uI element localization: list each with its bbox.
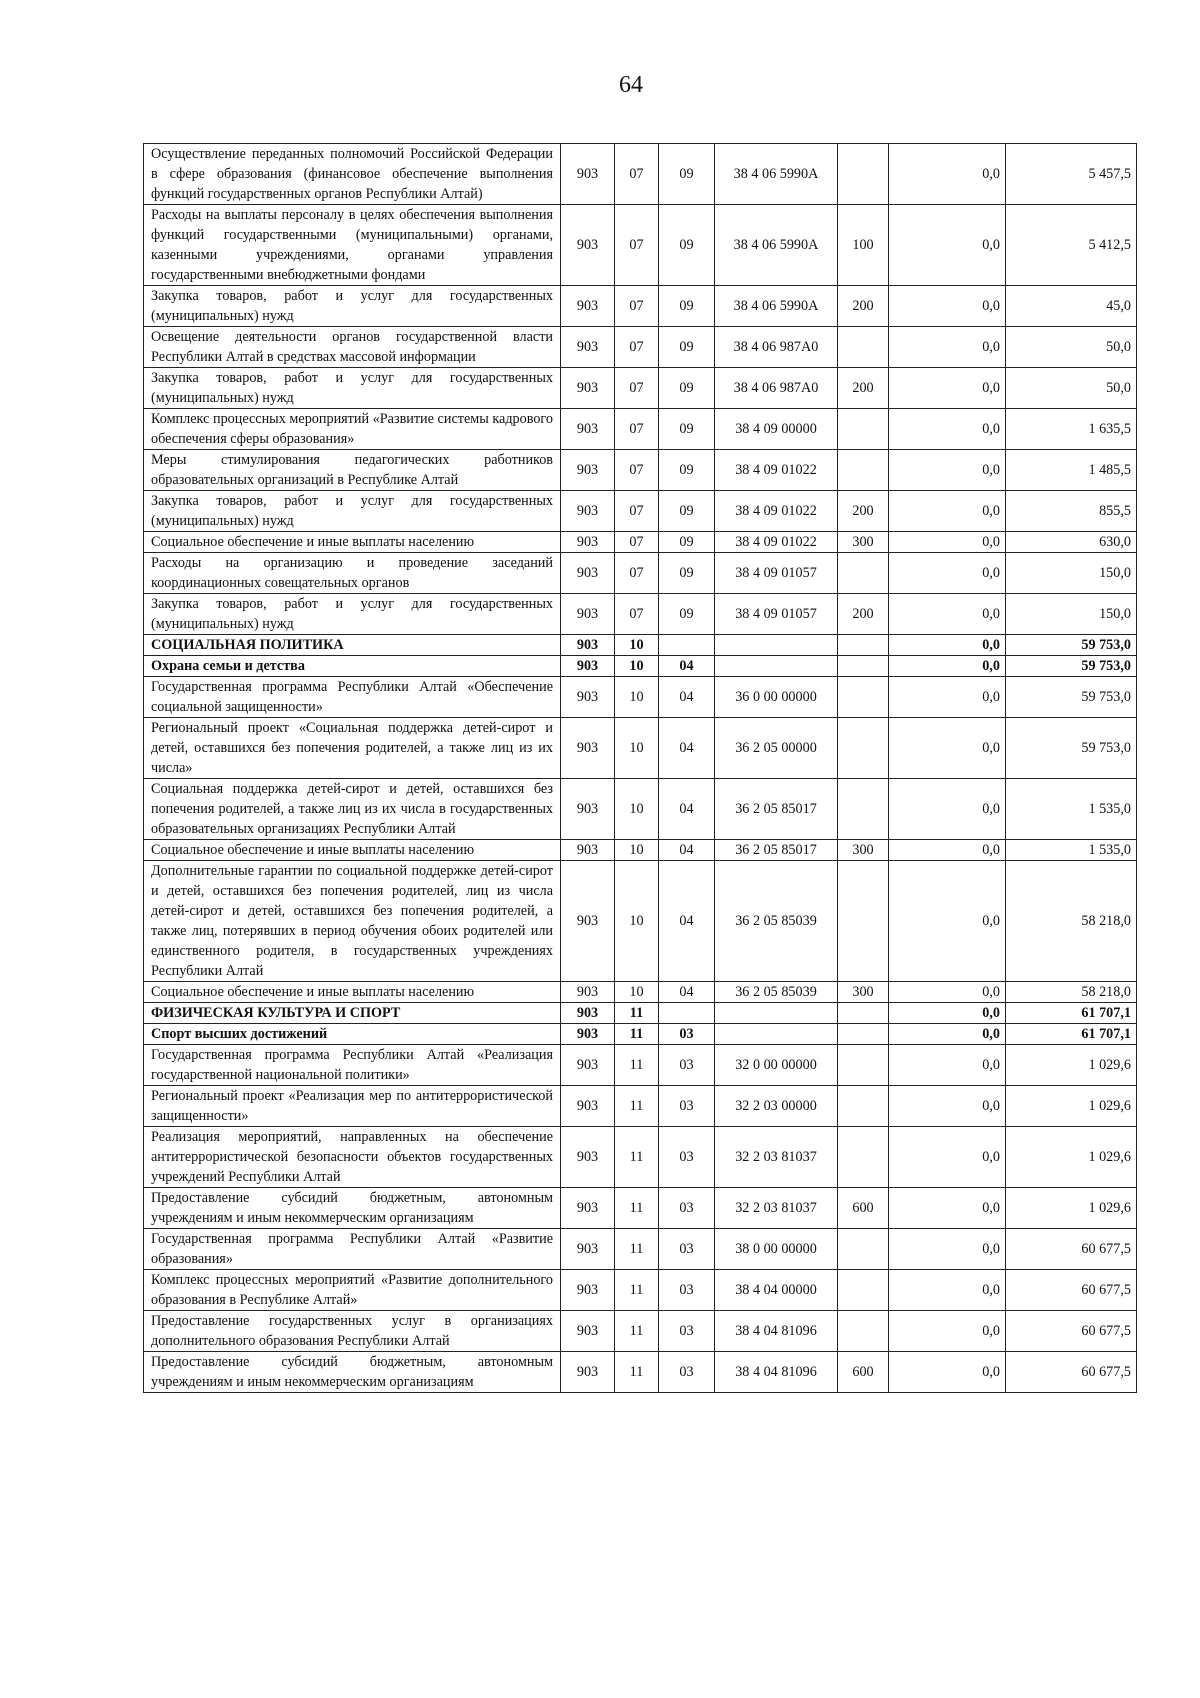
row-name-cell: ФИЗИЧЕСКАЯ КУЛЬТУРА И СПОРТ	[144, 1003, 561, 1024]
expense-type-cell	[838, 1045, 889, 1086]
amount-change-cell: 0,0	[889, 327, 1006, 368]
amount-total-cell: 150,0	[1006, 553, 1137, 594]
target-article-cell	[715, 635, 838, 656]
amount-total-cell: 50,0	[1006, 327, 1137, 368]
expense-type-cell: 200	[838, 491, 889, 532]
table-row	[144, 1045, 1137, 1086]
section-code-cell: 07	[615, 491, 659, 532]
target-article-cell: 32 0 00 00000	[715, 1045, 838, 1086]
section-code-cell: 10	[615, 656, 659, 677]
section-code-cell: 07	[615, 286, 659, 327]
section-code-cell: 10	[615, 861, 659, 982]
ministry-code-cell: 903	[561, 1229, 615, 1270]
row-name-cell: Предоставление государственных услуг в организациях дополнительного образования Республики Алтай	[144, 1311, 561, 1352]
section-code-cell: 07	[615, 368, 659, 409]
expense-type-cell	[838, 635, 889, 656]
section-code-cell: 11	[615, 1024, 659, 1045]
ministry-code-cell: 903	[561, 718, 615, 779]
amount-total-cell: 1 029,6	[1006, 1188, 1137, 1229]
amount-change-cell: 0,0	[889, 553, 1006, 594]
table-row	[144, 286, 1137, 327]
amount-change-cell: 0,0	[889, 368, 1006, 409]
target-article-cell: 38 4 06 987А0	[715, 368, 838, 409]
expense-type-cell: 200	[838, 594, 889, 635]
amount-total-cell: 5 412,5	[1006, 205, 1137, 286]
amount-total-cell: 1 635,5	[1006, 409, 1137, 450]
row-name-cell: Государственная программа Республики Алтай «Обеспечение социальной защищенности»	[144, 677, 561, 718]
ministry-code-cell: 903	[561, 1003, 615, 1024]
amount-change-cell: 0,0	[889, 1188, 1006, 1229]
ministry-code-cell: 903	[561, 491, 615, 532]
amount-change-cell: 0,0	[889, 1270, 1006, 1311]
ministry-code-cell: 903	[561, 840, 615, 861]
subsection-code-cell: 04	[659, 718, 715, 779]
ministry-code-cell: 903	[561, 1086, 615, 1127]
subsection-code-cell: 03	[659, 1024, 715, 1045]
row-name-cell: Реализация мероприятий, направленных на обеспечение антитеррористической безопасности объектов государственных учреждений Республики Алтай	[144, 1127, 561, 1188]
subsection-code-cell: 03	[659, 1311, 715, 1352]
budget-table-body	[144, 144, 1137, 1393]
table-row	[144, 656, 1137, 677]
table-row	[144, 1311, 1137, 1352]
subsection-code-cell: 03	[659, 1229, 715, 1270]
expense-type-cell	[838, 677, 889, 718]
row-name-cell: Комплекс процессных мероприятий «Развитие дополнительного образования в Республике Алтай»	[144, 1270, 561, 1311]
expense-type-cell	[838, 409, 889, 450]
amount-total-cell: 58 218,0	[1006, 861, 1137, 982]
ministry-code-cell: 903	[561, 144, 615, 205]
amount-total-cell: 1 029,6	[1006, 1086, 1137, 1127]
subsection-code-cell: 04	[659, 779, 715, 840]
subsection-code-cell: 03	[659, 1045, 715, 1086]
row-name-cell: Предоставление субсидий бюджетным, автономным учреждениям и иным некоммерческим организациям	[144, 1352, 561, 1393]
expense-type-cell: 100	[838, 205, 889, 286]
amount-change-cell: 0,0	[889, 656, 1006, 677]
section-code-cell: 07	[615, 594, 659, 635]
target-article-cell: 36 2 05 85017	[715, 779, 838, 840]
subsection-code-cell: 03	[659, 1188, 715, 1229]
row-name-cell: Освещение деятельности органов государственной власти Республики Алтай в средствах массовой информации	[144, 327, 561, 368]
section-code-cell: 07	[615, 327, 659, 368]
section-code-cell: 11	[615, 1229, 659, 1270]
subsection-code-cell: 03	[659, 1127, 715, 1188]
row-name-cell: Закупка товаров, работ и услуг для государственных (муниципальных) нужд	[144, 491, 561, 532]
subsection-code-cell: 03	[659, 1352, 715, 1393]
table-row	[144, 1086, 1137, 1127]
subsection-code-cell: 09	[659, 286, 715, 327]
amount-total-cell: 855,5	[1006, 491, 1137, 532]
expense-type-cell: 200	[838, 286, 889, 327]
subsection-code-cell: 04	[659, 677, 715, 718]
table-row	[144, 635, 1137, 656]
expense-type-cell	[838, 1311, 889, 1352]
budget-table	[143, 143, 1137, 1393]
expense-type-cell	[838, 718, 889, 779]
row-name-cell: Закупка товаров, работ и услуг для государственных (муниципальных) нужд	[144, 594, 561, 635]
ministry-code-cell: 903	[561, 286, 615, 327]
target-article-cell	[715, 1003, 838, 1024]
amount-change-cell: 0,0	[889, 144, 1006, 205]
amount-change-cell: 0,0	[889, 1127, 1006, 1188]
target-article-cell: 38 4 04 81096	[715, 1352, 838, 1393]
table-row	[144, 1229, 1137, 1270]
ministry-code-cell: 903	[561, 327, 615, 368]
target-article-cell: 36 2 05 85039	[715, 861, 838, 982]
expense-type-cell	[838, 779, 889, 840]
amount-change-cell: 0,0	[889, 861, 1006, 982]
table-row	[144, 327, 1137, 368]
table-row	[144, 553, 1137, 594]
table-row	[144, 1127, 1137, 1188]
row-name-cell: СОЦИАЛЬНАЯ ПОЛИТИКА	[144, 635, 561, 656]
amount-total-cell: 5 457,5	[1006, 144, 1137, 205]
row-name-cell: Социальная поддержка детей-сирот и детей, оставшихся без попечения родителей, а также лиц из их числа в государственных образовательных организациях Республики Алтай	[144, 779, 561, 840]
amount-total-cell: 60 677,5	[1006, 1352, 1137, 1393]
subsection-code-cell	[659, 1003, 715, 1024]
amount-total-cell: 58 218,0	[1006, 982, 1137, 1003]
target-article-cell: 38 4 06 987А0	[715, 327, 838, 368]
ministry-code-cell: 903	[561, 594, 615, 635]
amount-total-cell: 150,0	[1006, 594, 1137, 635]
amount-total-cell: 45,0	[1006, 286, 1137, 327]
ministry-code-cell: 903	[561, 656, 615, 677]
target-article-cell: 32 2 03 81037	[715, 1127, 838, 1188]
row-name-cell: Спорт высших достижений	[144, 1024, 561, 1045]
amount-total-cell: 60 677,5	[1006, 1311, 1137, 1352]
row-name-cell: Расходы на организацию и проведение заседаний координационных совещательных органов	[144, 553, 561, 594]
target-article-cell: 36 0 00 00000	[715, 677, 838, 718]
amount-total-cell: 1 485,5	[1006, 450, 1137, 491]
amount-change-cell: 0,0	[889, 1229, 1006, 1270]
amount-change-cell: 0,0	[889, 1352, 1006, 1393]
subsection-code-cell: 09	[659, 368, 715, 409]
table-row	[144, 205, 1137, 286]
subsection-code-cell: 09	[659, 409, 715, 450]
section-code-cell: 10	[615, 718, 659, 779]
ministry-code-cell: 903	[561, 409, 615, 450]
table-row	[144, 532, 1137, 553]
section-code-cell: 11	[615, 1127, 659, 1188]
expense-type-cell	[838, 1127, 889, 1188]
ministry-code-cell: 903	[561, 450, 615, 491]
row-name-cell: Осуществление переданных полномочий Российской Федерации в сфере образования (финансовое обеспечение выполнения функций государственных органов Республики Алтай)	[144, 144, 561, 205]
amount-change-cell: 0,0	[889, 840, 1006, 861]
table-row	[144, 1352, 1137, 1393]
section-code-cell: 10	[615, 677, 659, 718]
row-name-cell: Дополнительные гарантии по социальной поддержке детей-сирот и детей, оставшихся без попечения родителей, лиц из числа детей-сирот и детей, оставшихся без попечения родителей, а также лиц, потерявших в период обучения обоих родителей или единственного родителя, в государственных учреждениях Республики Алтай	[144, 861, 561, 982]
ministry-code-cell: 903	[561, 368, 615, 409]
target-article-cell: 38 0 00 00000	[715, 1229, 838, 1270]
section-code-cell: 11	[615, 1003, 659, 1024]
section-code-cell: 10	[615, 635, 659, 656]
target-article-cell: 38 4 09 01057	[715, 594, 838, 635]
amount-total-cell: 61 707,1	[1006, 1024, 1137, 1045]
ministry-code-cell: 903	[561, 1045, 615, 1086]
amount-total-cell: 630,0	[1006, 532, 1137, 553]
subsection-code-cell: 04	[659, 861, 715, 982]
expense-type-cell	[838, 450, 889, 491]
subsection-code-cell: 09	[659, 532, 715, 553]
subsection-code-cell	[659, 635, 715, 656]
table-row	[144, 144, 1137, 205]
target-article-cell: 36 2 05 00000	[715, 718, 838, 779]
expense-type-cell: 300	[838, 532, 889, 553]
expense-type-cell	[838, 327, 889, 368]
expense-type-cell: 300	[838, 982, 889, 1003]
amount-change-cell: 0,0	[889, 677, 1006, 718]
section-code-cell: 07	[615, 450, 659, 491]
ministry-code-cell: 903	[561, 861, 615, 982]
target-article-cell: 36 2 05 85039	[715, 982, 838, 1003]
amount-change-cell: 0,0	[889, 1311, 1006, 1352]
expense-type-cell	[838, 1003, 889, 1024]
target-article-cell	[715, 656, 838, 677]
subsection-code-cell: 04	[659, 982, 715, 1003]
table-row	[144, 1188, 1137, 1229]
row-name-cell: Закупка товаров, работ и услуг для государственных (муниципальных) нужд	[144, 286, 561, 327]
amount-total-cell: 1 029,6	[1006, 1127, 1137, 1188]
table-row	[144, 677, 1137, 718]
ministry-code-cell: 903	[561, 677, 615, 718]
target-article-cell	[715, 1024, 838, 1045]
ministry-code-cell: 903	[561, 1024, 615, 1045]
target-article-cell: 38 4 09 01022	[715, 491, 838, 532]
expense-type-cell	[838, 1024, 889, 1045]
target-article-cell: 32 2 03 81037	[715, 1188, 838, 1229]
row-name-cell: Предоставление субсидий бюджетным, автономным учреждениям и иным некоммерческим организациям	[144, 1188, 561, 1229]
ministry-code-cell: 903	[561, 1352, 615, 1393]
row-name-cell: Региональный проект «Социальная поддержка детей-сирот и детей, оставшихся без попечения родителей, а также лиц из их числа»	[144, 718, 561, 779]
subsection-code-cell: 04	[659, 656, 715, 677]
subsection-code-cell: 04	[659, 840, 715, 861]
ministry-code-cell: 903	[561, 982, 615, 1003]
ministry-code-cell: 903	[561, 1127, 615, 1188]
subsection-code-cell: 09	[659, 205, 715, 286]
amount-change-cell: 0,0	[889, 409, 1006, 450]
subsection-code-cell: 09	[659, 553, 715, 594]
amount-change-cell: 0,0	[889, 1086, 1006, 1127]
amount-total-cell: 50,0	[1006, 368, 1137, 409]
ministry-code-cell: 903	[561, 1311, 615, 1352]
amount-total-cell: 59 753,0	[1006, 677, 1137, 718]
ministry-code-cell: 903	[561, 1270, 615, 1311]
amount-change-cell: 0,0	[889, 532, 1006, 553]
amount-total-cell: 59 753,0	[1006, 635, 1137, 656]
target-article-cell: 38 4 04 81096	[715, 1311, 838, 1352]
section-code-cell: 11	[615, 1311, 659, 1352]
amount-total-cell: 60 677,5	[1006, 1229, 1137, 1270]
row-name-cell: Государственная программа Республики Алтай «Реализация государственной национальной политики»	[144, 1045, 561, 1086]
target-article-cell: 36 2 05 85017	[715, 840, 838, 861]
table-row	[144, 368, 1137, 409]
subsection-code-cell: 09	[659, 491, 715, 532]
ministry-code-cell: 903	[561, 635, 615, 656]
subsection-code-cell: 03	[659, 1270, 715, 1311]
table-row	[144, 594, 1137, 635]
row-name-cell: Социальное обеспечение и иные выплаты населению	[144, 982, 561, 1003]
table-row	[144, 1024, 1137, 1045]
section-code-cell: 11	[615, 1188, 659, 1229]
amount-total-cell: 59 753,0	[1006, 718, 1137, 779]
subsection-code-cell: 09	[659, 594, 715, 635]
target-article-cell: 38 4 09 01022	[715, 450, 838, 491]
amount-change-cell: 0,0	[889, 450, 1006, 491]
section-code-cell: 07	[615, 553, 659, 594]
section-code-cell: 11	[615, 1045, 659, 1086]
expense-type-cell	[838, 656, 889, 677]
table-row	[144, 861, 1137, 982]
target-article-cell: 38 4 09 01022	[715, 532, 838, 553]
expense-type-cell	[838, 861, 889, 982]
expense-type-cell: 600	[838, 1188, 889, 1229]
table-row	[144, 491, 1137, 532]
row-name-cell: Региональный проект «Реализация мер по антитеррористической защищенности»	[144, 1086, 561, 1127]
expense-type-cell	[838, 1086, 889, 1127]
amount-total-cell: 1 535,0	[1006, 779, 1137, 840]
section-code-cell: 10	[615, 982, 659, 1003]
table-row	[144, 450, 1137, 491]
page-number: 64	[619, 72, 643, 98]
subsection-code-cell: 03	[659, 1086, 715, 1127]
expense-type-cell	[838, 553, 889, 594]
amount-change-cell: 0,0	[889, 594, 1006, 635]
section-code-cell: 07	[615, 409, 659, 450]
amount-change-cell: 0,0	[889, 1024, 1006, 1045]
expense-type-cell	[838, 1229, 889, 1270]
amount-change-cell: 0,0	[889, 1003, 1006, 1024]
table-row	[144, 1003, 1137, 1024]
table-row	[144, 1270, 1137, 1311]
amount-change-cell: 0,0	[889, 491, 1006, 532]
expense-type-cell	[838, 1270, 889, 1311]
amount-change-cell: 0,0	[889, 718, 1006, 779]
section-code-cell: 07	[615, 144, 659, 205]
target-article-cell: 38 4 06 5990А	[715, 144, 838, 205]
ministry-code-cell: 903	[561, 1188, 615, 1229]
row-name-cell: Охрана семьи и детства	[144, 656, 561, 677]
amount-total-cell: 60 677,5	[1006, 1270, 1137, 1311]
ministry-code-cell: 903	[561, 532, 615, 553]
target-article-cell: 38 4 06 5990А	[715, 205, 838, 286]
target-article-cell: 38 4 09 00000	[715, 409, 838, 450]
ministry-code-cell: 903	[561, 779, 615, 840]
section-code-cell: 10	[615, 840, 659, 861]
row-name-cell: Комплекс процессных мероприятий «Развитие системы кадрового обеспечения сферы образования»	[144, 409, 561, 450]
target-article-cell: 32 2 03 00000	[715, 1086, 838, 1127]
target-article-cell: 38 4 04 00000	[715, 1270, 838, 1311]
expense-type-cell: 600	[838, 1352, 889, 1393]
table-row	[144, 409, 1137, 450]
amount-change-cell: 0,0	[889, 635, 1006, 656]
row-name-cell: Государственная программа Республики Алтай «Развитие образования»	[144, 1229, 561, 1270]
row-name-cell: Социальное обеспечение и иные выплаты населению	[144, 532, 561, 553]
table-row	[144, 779, 1137, 840]
expense-type-cell: 200	[838, 368, 889, 409]
section-code-cell: 11	[615, 1086, 659, 1127]
amount-total-cell: 1 029,6	[1006, 1045, 1137, 1086]
section-code-cell: 07	[615, 205, 659, 286]
ministry-code-cell: 903	[561, 553, 615, 594]
amount-change-cell: 0,0	[889, 982, 1006, 1003]
ministry-code-cell: 903	[561, 205, 615, 286]
amount-total-cell: 1 535,0	[1006, 840, 1137, 861]
table-row	[144, 982, 1137, 1003]
amount-change-cell: 0,0	[889, 779, 1006, 840]
row-name-cell: Социальное обеспечение и иные выплаты населению	[144, 840, 561, 861]
expense-type-cell: 300	[838, 840, 889, 861]
section-code-cell: 07	[615, 532, 659, 553]
subsection-code-cell: 09	[659, 327, 715, 368]
section-code-cell: 10	[615, 779, 659, 840]
subsection-code-cell: 09	[659, 144, 715, 205]
table-row	[144, 840, 1137, 861]
row-name-cell: Закупка товаров, работ и услуг для государственных (муниципальных) нужд	[144, 368, 561, 409]
table-row	[144, 718, 1137, 779]
amount-total-cell: 61 707,1	[1006, 1003, 1137, 1024]
section-code-cell: 11	[615, 1270, 659, 1311]
row-name-cell: Меры стимулирования педагогических работников образовательных организаций в Республике Алтай	[144, 450, 561, 491]
target-article-cell: 38 4 09 01057	[715, 553, 838, 594]
target-article-cell: 38 4 06 5990А	[715, 286, 838, 327]
amount-total-cell: 59 753,0	[1006, 656, 1137, 677]
amount-change-cell: 0,0	[889, 286, 1006, 327]
amount-change-cell: 0,0	[889, 205, 1006, 286]
subsection-code-cell: 09	[659, 450, 715, 491]
row-name-cell: Расходы на выплаты персоналу в целях обеспечения выполнения функций государственными (муниципальными) органами, казенными учреждениями, органами управления государственными внебюджетными фондами	[144, 205, 561, 286]
amount-change-cell: 0,0	[889, 1045, 1006, 1086]
expense-type-cell	[838, 144, 889, 205]
section-code-cell: 11	[615, 1352, 659, 1393]
